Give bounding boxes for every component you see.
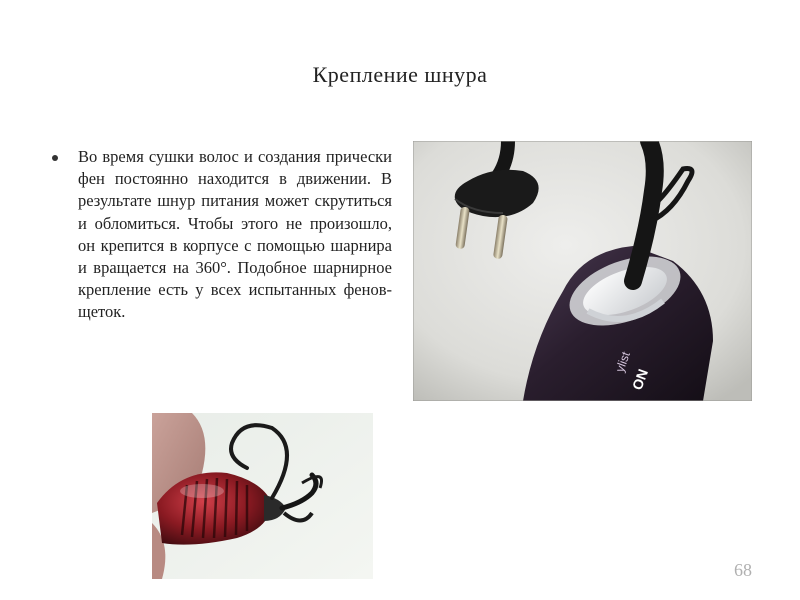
plug-swivel-illustration-icon — [413, 141, 752, 401]
brush-swivel-illustration-icon — [152, 413, 373, 579]
bullet-text: Во время сушки волос и создания прически фен постоянно находится в движении. В результате шнур питания может скрутиться и обломиться. Чтобы этого не произошло, он крепится в корпусе с помощью шарнира и вращается на 360°. Подобное шарнирное крепление есть у всех испытанных фенов-щеток. — [78, 147, 392, 322]
photo-brush-swivel — [152, 413, 373, 579]
dryer-brand-text-2: ON — [628, 366, 652, 393]
photo-plug-swivel — [413, 141, 752, 401]
bullet-item — [52, 146, 392, 324]
page-number: 68 — [734, 560, 752, 580]
dryer-brand-text: ylist — [612, 349, 633, 375]
bullet-dot-icon — [52, 155, 58, 161]
slide-title: Крепление шнура — [312, 62, 488, 87]
